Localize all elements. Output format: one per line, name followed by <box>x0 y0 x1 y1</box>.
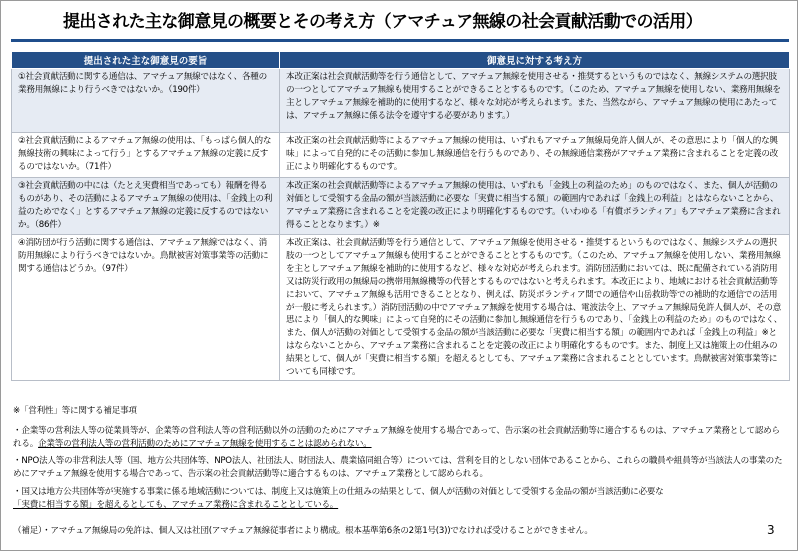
page-number: 3 <box>767 523 775 537</box>
note-underlined-text: 企業等の営利法人等の営利活動のためにアマチュア無線を使用することは認められない。 <box>38 438 372 449</box>
note-item <box>13 425 785 451</box>
title-divider <box>11 39 789 42</box>
opinion-cell: ①社会貢献活動に関する通信は、アマチュア無線ではなく、各種の業務用無線により行うべきではないか。（190件） <box>12 69 280 133</box>
footer-note: （補足）・アマチュア無線局の免許は、個人又は社団(アマチュア無線従事者により構成。根本基準第6条の2第1号(3))でなければ受けることができません。 <box>13 526 593 536</box>
notes-heading: ※「営利性」等に関する補足事項 <box>13 406 137 416</box>
response-cell: 本改正案は社会貢献活動等を行う通信として、アマチュア無線を使用させる・推奨するというものではなく、無線システムの選択肢の一つとしてアマチュア無線も使用することができることとするものです。（このため、アマチュア無線を使用しない、業務用無線を主としアマチュア無線を補助的に使用するなど、様々な対応が考えられます。また、当然ながら、アマチュア無線の使用にあたっては、アマチュア無線に係る法令を遵守する必要があります。） <box>280 69 790 133</box>
table-header-row <box>12 52 790 69</box>
opinion-cell: ③社会貢献活動の中には（たとえ実費相当であっても）報酬を得るものがあり、その活動によるアマチュア無線の使用は、「金銭上の利益のためでなく」とするアマチュア無線の定義に反するのではないか。（86件） <box>12 178 280 235</box>
table-row <box>12 69 790 133</box>
note-item <box>13 455 785 481</box>
table-row <box>12 133 790 178</box>
page-title: 提出された主な御意見の概要とその考え方（アマチュア無線の社会貢献活動での活用） <box>63 12 703 32</box>
response-cell: 本改正案の社会貢献活動等によるアマチュア無線の使用は、いずれもアマチュア無線局免許人個人が、その意思により「個人的な興味」によって自発的にその活動に参加し無線通信を行うものであり、その無線通信業務がアマチュア業務に含まれることを定義の改正により明確化するものです。 <box>280 133 790 178</box>
table-row <box>12 235 790 381</box>
opinion-cell: ②社会貢献活動によるアマチュア無線の使用は、「もっぱら個人的な無線技術の興味によって行う」とするアマチュア無線の定義に反するのではないか。（71件） <box>12 133 280 178</box>
note-text: ・企業等の営利法人等の従業員等が、企業等の営利法人等の営利活動以外の活動のためにアマチュア無線を使用する場合であって、告示案の社会貢献活動等に適合するものは、アマチュア業務として認められる。 <box>13 425 780 449</box>
note-item <box>13 486 785 512</box>
note-text: ・国又は地方公共団体等が実施する事業に係る地域活動については、制度上又は施策上の仕組みの結果として、個人が活動の対価として受領する金品の額が当該活動に必要な <box>13 486 664 497</box>
response-cell: 本改正案は、社会貢献活動等を行う通信として、アマチュア無線を使用させる・推奨するというものではなく、無線システムの選択肢の一つとしてアマチュア無線も使用することができることとするものです。（このため、アマチュア無線を使用しない、業務用無線を主としアマチュア無線を補助的に使用するなど、様々な対応が考えられます。消防団活動においては、既に配備されている消防用又は防災行政用の無線局の携帯用無線機等の代替とするものではないと考えられます。本改正により、地域における社会貢献活動等において、アマチュア無線も活用できることとなり、例えば、防災ボランティア間での通信や山岳救助等での補助的な通信での活用が一般に考えられます。）消防団活動の中でアマチュア無線を使用する場合は、電波法令上、アマチュア無線局免許人個人が、その意思により「個人的な興味」によって自発的にその活動に参加し無線通信を行うものであり、「金銭上の利益のため」のものではなく、また、個人が活動の対価として受領する金品の額が当該活動に必要な「実費に相当する額」の範囲内であれば「金銭上の利益」※とはならないことから、アマチュア業務に含まれることを定義の改正により明確化するものです。また、制度上又は施策上の仕組みの結果として、個人が「実費に相当する額」を超えるとしても、アマチュア業務に含まれることとしています。鳥獣被害対策事業等についても同様です。 <box>280 235 790 381</box>
column-header-opinion: 提出された主な御意見の要旨 <box>12 52 280 69</box>
table-row <box>12 178 790 235</box>
column-header-response: 御意見に対する考え方 <box>280 52 790 69</box>
response-cell: 本改正案の社会貢献活動等によるアマチュア無線の使用は、いずれも「金銭上の利益のため」のものではなく、また、個人が活動の対価として受領する金品の額が当該活動に必要な「実費に相当する額」の範囲内であれば「金銭上の利益」とはならないことから、アマチュア業務に含まれることを定義の改正により明確化するものです。（いわゆる「有償ボランティア」もアマチュア業務に含まれ得ることとなります。）※ <box>280 178 790 235</box>
opinion-table <box>11 51 790 381</box>
opinion-cell: ④消防団が行う活動に関する通信は、アマチュア無線ではなく、消防用無線により行うべきではないか。鳥獣被害対策事業等の活動に関する通信はどうか。（97件） <box>12 235 280 381</box>
note-underlined-text: 「実費に相当する額」を超えるとしても、アマチュア業務に含まれることとしている。 <box>13 499 339 510</box>
supplementary-notes <box>13 405 785 516</box>
note-text: ・NPO法人等の非営利法人等（国、地方公共団体等、NPO法人、社団法人、財団法人、農業協同組合等）については、営利を目的としない団体であることから、これらの職員や組員等が当該法人の事業のためにアマチュア無線を使用する場合であって、告示案の社会貢献活動等に適合するものは、アマチュア業務として認められる。 <box>13 456 783 480</box>
